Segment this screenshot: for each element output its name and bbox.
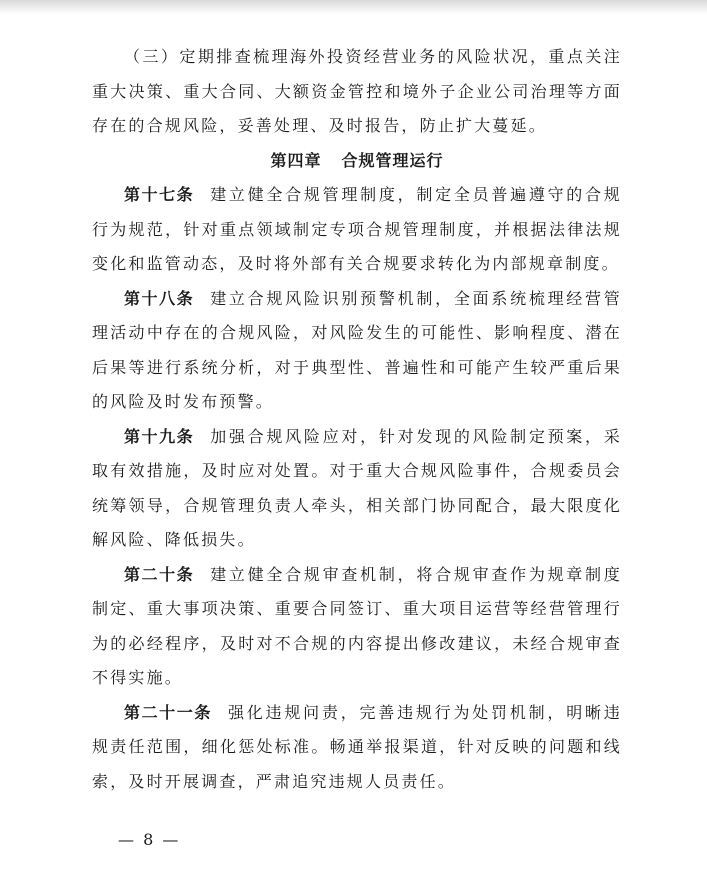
article-text: 建立健全合规管理制度，制定全员普遍遵守的合规行为规范，针对重点领域制定专项合规管理制度，并根据法律法规变化和监管动态，及时将外部有关合规要求转化为内部规章制度。 xyxy=(92,185,622,273)
article-19 xyxy=(92,420,622,558)
article-label: 第十八条 xyxy=(124,288,195,308)
article-label: 第十七条 xyxy=(124,185,195,204)
article-18 xyxy=(92,282,622,420)
scan-top-edge xyxy=(0,0,707,14)
article-text: 建立合规风险识别预警机制，全面系统梳理经营管理活动中存在的合规风险，对风险发生的可能性、影响程度、潜在后果等进行系统分析，对于典型性、普遍性和可能产生较严重后果的风险及时发布预警。 xyxy=(92,288,622,411)
article-20 xyxy=(92,558,622,696)
article-text: 建立健全合规审查机制，将合规审查作为规章制度制定、重大事项决策、重要合同签订、重大项目运营等经营管理行为的必经程序，及时对不合规的内容提出修改建议，未经合规审查不得实施。 xyxy=(92,564,622,687)
article-21 xyxy=(92,696,622,800)
chapter-number: 第四章 xyxy=(270,150,322,170)
intro-paragraph: （三）定期排查梳理海外投资经营业务的风险状况，重点关注重大决策、重大合同、大额资金管控和境外子企业公司治理等方面存在的合规风险，妥善处理、及时报告，防止扩大蔓延。 xyxy=(92,47,622,135)
document-page xyxy=(92,40,622,799)
page-number: — 8 — xyxy=(118,830,181,849)
article-text: 强化违规问责，完善违规行为处罚机制，明晰违规责任范围，细化惩处标准。畅通举报渠道，针对反映的问题和线索，及时开展调查，严肃追究违规人员责任。 xyxy=(92,702,622,791)
article-label: 第十九条 xyxy=(124,426,195,446)
article-label: 第二十一条 xyxy=(124,702,212,722)
chapter-heading xyxy=(92,144,622,179)
article-17 xyxy=(92,178,622,282)
article-text: 加强合规风险应对，针对发现的风险制定预案，采取有效措施，及时应对处置。对于重大合规风险事件，合规委员会统筹领导，合规管理负责人牵头，相关部门协同配合，最大限度化解风险、降低损失。 xyxy=(92,426,622,549)
chapter-title: 合规管理运行 xyxy=(341,150,444,170)
article-label: 第二十条 xyxy=(124,564,195,584)
